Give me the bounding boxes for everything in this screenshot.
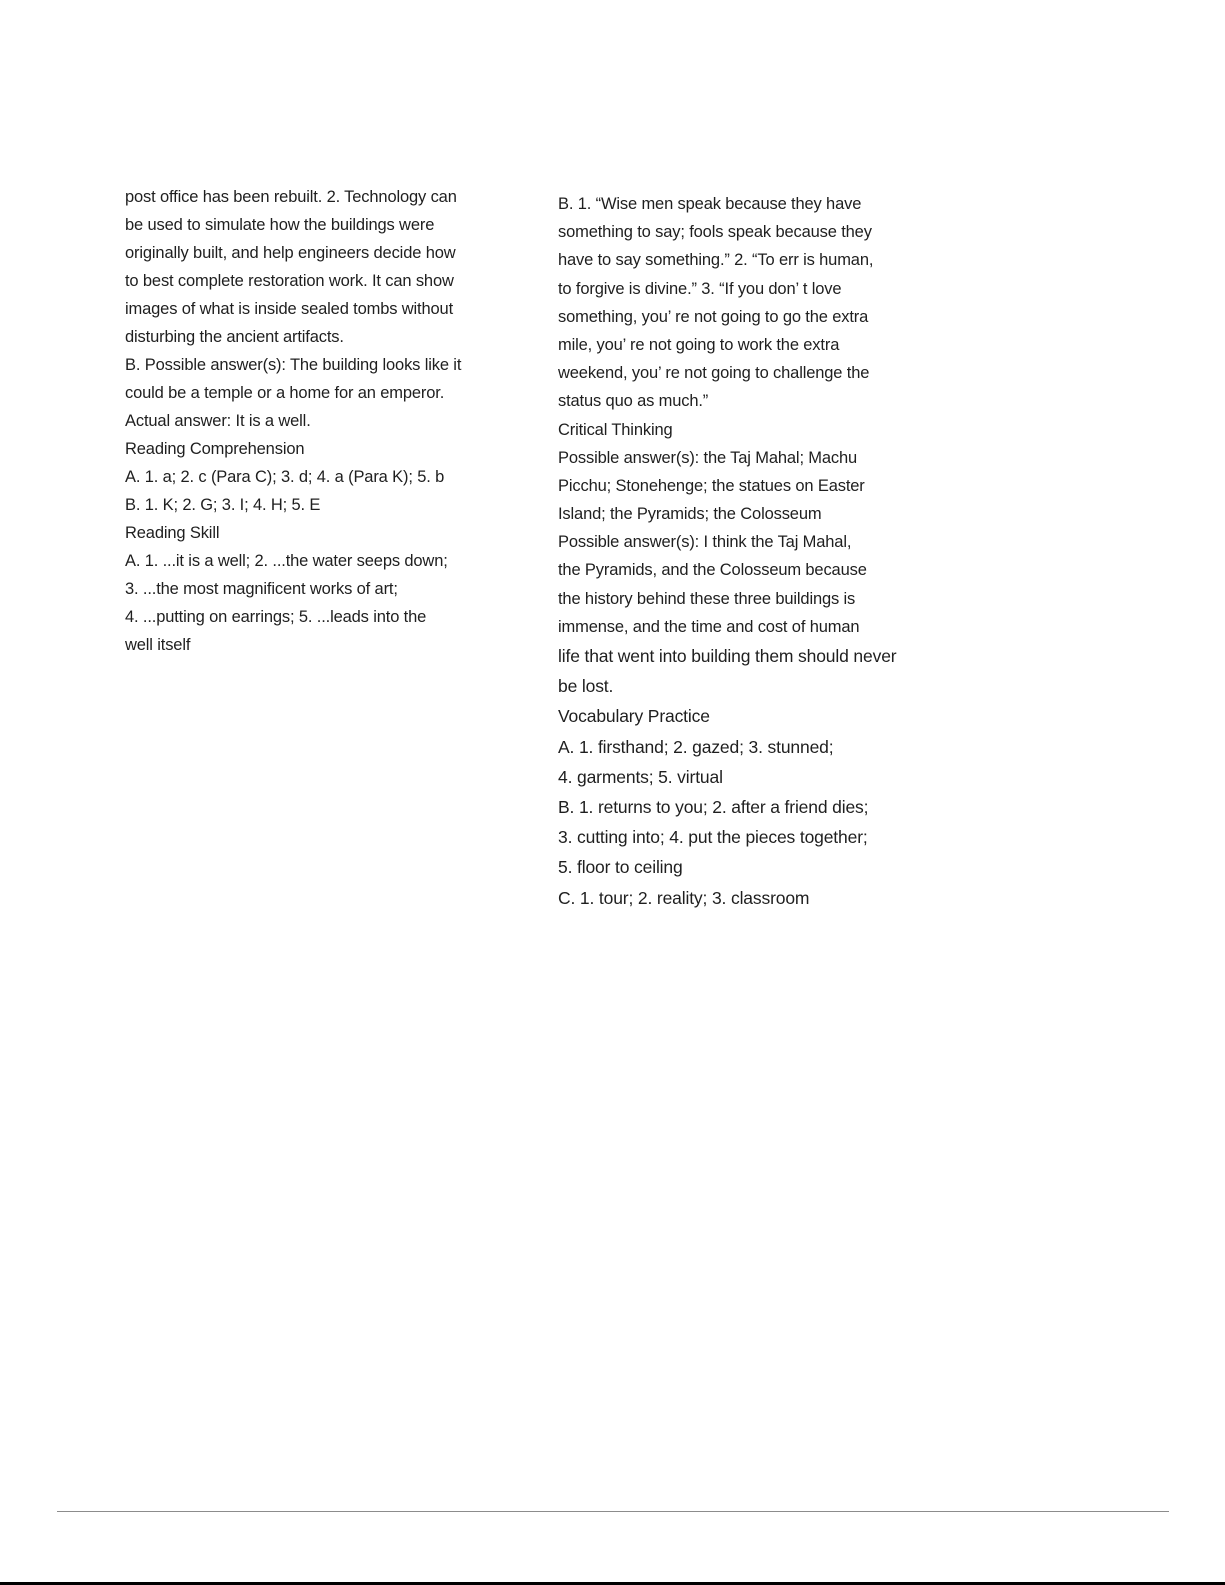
text-line: be lost. [558, 676, 614, 697]
text-line: the history behind these three buildings is [558, 589, 856, 608]
text-line: Possible answer(s): I think the Taj Mahal, [558, 533, 852, 552]
text-line: B. 1. “Wise men speak because they have [558, 195, 862, 213]
footer-divider [57, 1511, 1169, 1512]
text-line: Possible answer(s): the Taj Mahal; Machu [558, 448, 858, 467]
text-line: something, you’ re not going to go the extra [558, 307, 869, 326]
text-line: life that went into building them should never [558, 646, 897, 666]
text-line: something to say; fools speak because they [558, 223, 872, 242]
text-line: A. 1. ...it is a well; 2. ...the water seeps down; [125, 552, 448, 570]
section-heading-vocabulary-practice: Vocabulary Practice [558, 706, 710, 727]
section-heading-reading-skill: Reading Skill [125, 524, 220, 542]
text-line: B. Possible answer(s): The building looks like it [125, 356, 462, 374]
text-line: C. 1. tour; 2. reality; 3. classroom [558, 887, 810, 908]
answer-key-left-column [125, 183, 505, 659]
text-line: B. 1. K; 2. G; 3. I; 4. H; 5. E [125, 496, 321, 514]
text-line: 4. ...putting on earrings; 5. ...leads into the [125, 608, 427, 626]
section-heading-reading-comprehension: Reading Comprehension [125, 440, 305, 458]
text-line: 3. ...the most magnificent works of art; [125, 580, 398, 598]
text-line: disturbing the ancient artifacts. [125, 328, 344, 346]
text-line: be used to simulate how the buildings were [125, 216, 435, 234]
text-line: A. 1. a; 2. c (Para C); 3. d; 4. a (Para K); 5. b [125, 468, 445, 486]
text-line: have to say something.” 2. “To err is human, [558, 251, 874, 270]
text-line: Island; the Pyramids; the Colosseum [558, 505, 822, 524]
text-line: A. 1. firsthand; 2. gazed; 3. stunned; [558, 736, 834, 757]
answer-key-right-column [558, 190, 958, 913]
text-line: post office has been rebuilt. 2. Technology can [125, 188, 457, 206]
section-heading-critical-thinking: Critical Thinking [558, 420, 673, 439]
text-line: to forgive is divine.” 3. “If you don’ t love [558, 279, 842, 298]
text-line: weekend, you’ re not going to challenge the [558, 364, 870, 383]
text-line: status quo as much.” [558, 392, 709, 411]
text-line: the Pyramids, and the Colosseum because [558, 561, 867, 580]
text-line: mile, you’ re not going to work the extra [558, 335, 840, 354]
text-line: originally built, and help engineers decide how [125, 244, 456, 262]
text-line: 4. garments; 5. virtual [558, 766, 723, 787]
text-line: Actual answer: It is a well. [125, 412, 311, 430]
text-line: to best complete restoration work. It can show [125, 272, 454, 290]
text-line: 5. floor to ceiling [558, 857, 683, 878]
text-line: could be a temple or a home for an emperor. [125, 384, 445, 402]
text-line: images of what is inside sealed tombs without [125, 300, 454, 318]
text-line: 3. cutting into; 4. put the pieces together; [558, 827, 868, 848]
text-line: Picchu; Stonehenge; the statues on Easter [558, 476, 865, 495]
text-line: well itself [125, 636, 191, 654]
text-line: B. 1. returns to you; 2. after a friend dies; [558, 796, 869, 817]
text-line: immense, and the time and cost of human [558, 617, 860, 636]
